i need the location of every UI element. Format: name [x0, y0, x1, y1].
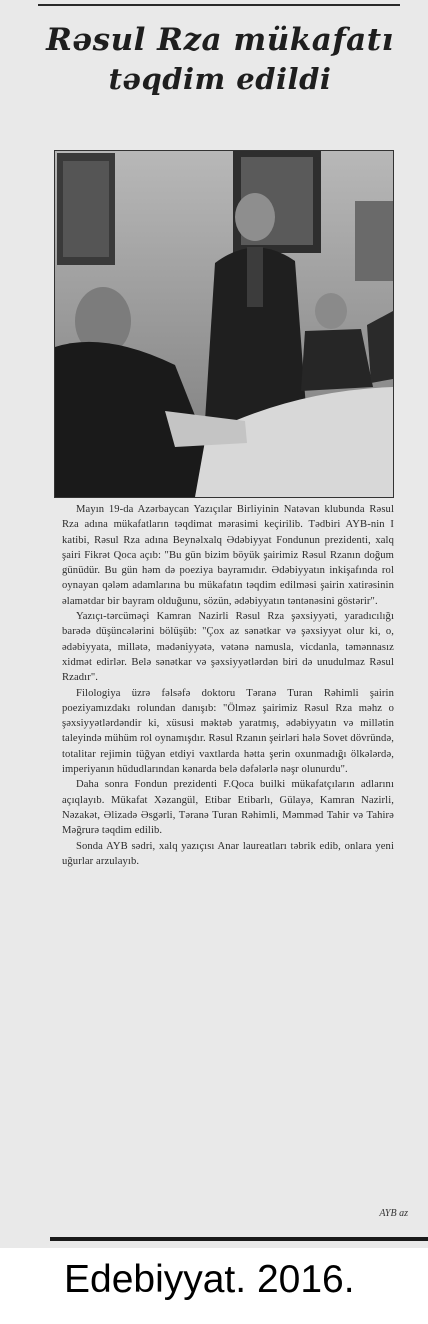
bottom-rule [50, 1237, 428, 1241]
article-paragraph: Filologiya üzrə fəlsəfə doktoru Təranə Turan Rəhimli şairin poeziyamızdakı rolundan danışıb: "Ölməz şairimiz Rəsul Rza məhz o şəxsiyyətlərdəndir ki, xüsusi məktəb yaratmış, ədəbiyyatın və millətin taleyində mühüm rol oynamışdır. Rəsul Rzanın şeirləri hələ Sovet dövründə, totalitar rejimin tüğyan etdiyi vaxtlarda hətta şerin oxunmadığı ölkələrdə, imperiyanın hüdudlarından kənarda belə dəfələrlə nəşr olunurdu". [62, 687, 394, 776]
article-photo [54, 150, 394, 498]
article-paragraph: Mayın 19-da Azərbaycan Yazıçılar Birliyinin Natəvan klubunda Rəsul Rza adına mükafatların təqdimat mərasimi keçirilib. Tədbiri AYB-nin I katibi, Rəsul Rza adına Beynəlxalq Ədəbiyyat Fondunun prezidenti, xalq şairi Fikrət Qoca açıb: "Bu gün bizim böyük şairimiz Rəsul Rzanın doğum günüdür. Bu gün həm də poeziya bayramıdır. Ədəbiyyatın inkişafında rol oynayan qələm adamlarına bu mükafatın təqdim edilməsi şairin xatirəsinin əlamətdar bir bayram olduğunu, sözün, ədəbiyyatın təntənəsini göstərir". [62, 504, 394, 607]
article-byline: AYB az [379, 1208, 408, 1219]
top-rule [38, 4, 400, 6]
people-seated-speaker-photo [55, 151, 393, 497]
article-paragraph: Yazıçı-tərcüməçi Kamran Nazirli Rəsul Rza şəxsiyyəti, yaradıcılığı barədə düşüncələrini bölüşüb: "Çox az sənətkar və şəxsiyyət olur ki, o, ədəbiyyata, millətə, mədəniyyətə, vətənə namusla, vicdanla, təmənnasız xidmət edirlər. Belə sənətkar və şəxsiyyətlərdən biri də unudulmaz Rəsul Rzadır". [62, 611, 394, 684]
headline-line-1: Rəsul Rza mükafatı [46, 22, 394, 58]
article-body [62, 502, 394, 869]
article-paragraph: Sonda AYB sədri, xalq yazıçısı Anar laureatları təbrik edib, onlara yeni uğurlar arzulayıb. [62, 840, 394, 867]
article-headline [30, 20, 410, 98]
article-paragraph: Daha sonra Fondun prezidenti F.Qoca builki mükafatçıların adlarını açıqlayıb. Mükafat Xəzangül, Etibar Etibarlı, Gülayə, Kamran Nazirli, Nəzakət, Əlizadə Əsgərli, Təranə Turan Rəhimli, Məmməd Tahir və Tahirə Məğrurə təqdim edilib. [62, 779, 394, 837]
source-caption: Edebiyyat. 2016. [64, 1258, 355, 1301]
headline-line-2: təqdim edildi [108, 62, 332, 96]
